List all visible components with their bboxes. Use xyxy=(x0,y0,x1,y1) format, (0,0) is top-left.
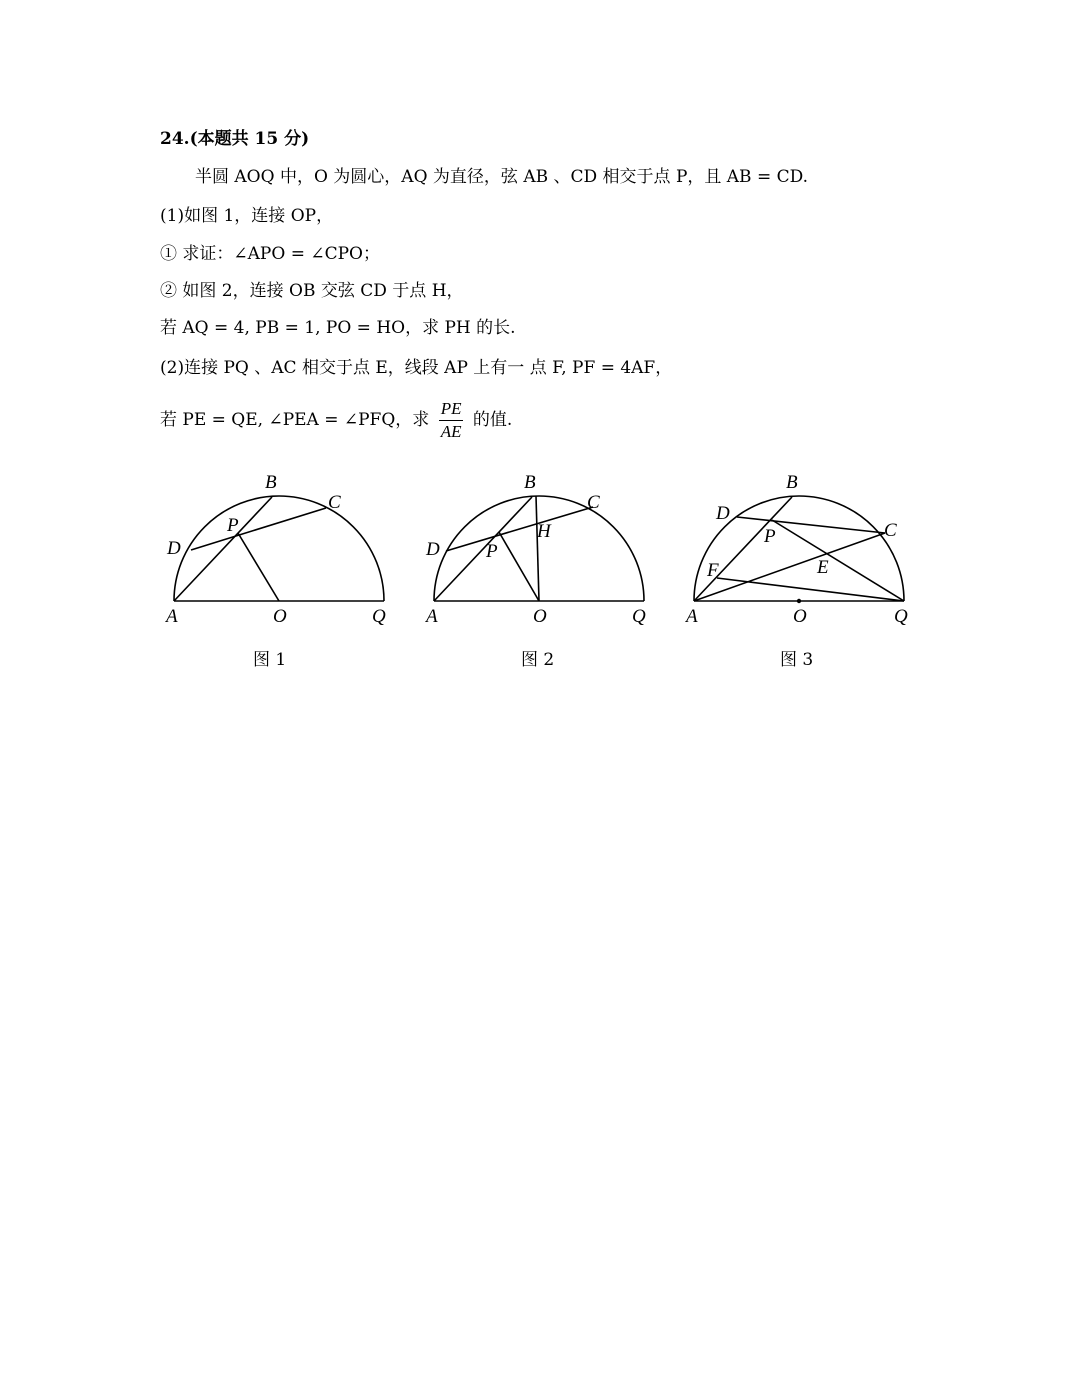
label-F: F xyxy=(707,560,719,581)
problem-title: 24.(本题共 15 分) xyxy=(160,129,310,149)
figure-3-caption: 图 3 xyxy=(780,650,814,670)
given3-suffix: 的值. xyxy=(472,410,513,430)
segment-OP xyxy=(238,533,279,601)
label-E: E xyxy=(817,557,829,578)
given3-line xyxy=(160,398,512,443)
fraction-denominator: AE xyxy=(440,422,462,441)
label-A: A xyxy=(166,606,178,627)
label-H: H xyxy=(537,521,551,542)
item1-text: ① 求证：∠APO = ∠CPO； xyxy=(160,244,380,264)
segment-OP xyxy=(499,532,539,601)
label-D: D xyxy=(426,539,440,560)
chord-CD xyxy=(737,517,885,533)
segment-OB xyxy=(536,496,539,601)
figure-3-diagram xyxy=(680,465,920,635)
label-A: A xyxy=(426,606,438,627)
item2-text: ② 如图 2，连接 OB 交弦 CD 于点 H， xyxy=(160,281,464,301)
chord-CD xyxy=(191,508,326,550)
figure-2-diagram xyxy=(420,465,660,635)
label-P: P xyxy=(227,515,239,536)
label-B: B xyxy=(265,472,277,493)
label-Q: Q xyxy=(894,606,908,627)
center-dot xyxy=(797,599,801,603)
given3-prefix: 若 PE = QE, ∠PEA = ∠PFQ，求 xyxy=(160,410,430,430)
part2-text: (2)连接 PQ 、AC 相交于点 E，线段 AP 上有一 点 F, PF = 4AF， xyxy=(160,358,673,378)
label-C: C xyxy=(587,492,600,513)
label-O: O xyxy=(273,606,287,627)
label-O: O xyxy=(533,606,547,627)
label-D: D xyxy=(167,538,181,559)
fraction-numerator: PE xyxy=(439,398,464,421)
label-A: A xyxy=(686,606,698,627)
label-Q: Q xyxy=(372,606,386,627)
segment-AC xyxy=(694,533,885,601)
figure-1-caption: 图 1 xyxy=(253,650,287,670)
semicircle-arc xyxy=(174,496,384,601)
label-P: P xyxy=(486,541,498,562)
label-P: P xyxy=(764,526,776,547)
label-O: O xyxy=(793,606,807,627)
part1-text: (1)如图 1，连接 OP， xyxy=(160,206,334,226)
label-C: C xyxy=(884,520,897,541)
segment-FQ xyxy=(717,578,904,601)
label-B: B xyxy=(524,472,536,493)
label-C: C xyxy=(328,492,341,513)
problem-intro: 半圆 AOQ 中，O 为圆心，AQ 为直径，弦 AB 、CD 相交于点 P，且 AB = CD. xyxy=(195,167,809,187)
label-B: B xyxy=(786,472,798,493)
label-Q: Q xyxy=(632,606,646,627)
fraction xyxy=(439,398,464,443)
figure-2-caption: 图 2 xyxy=(521,650,555,670)
chord-CD xyxy=(446,507,593,551)
label-D: D xyxy=(716,503,730,524)
figure-1-diagram xyxy=(160,465,400,635)
given2-text: 若 AQ = 4, PB = 1, PO = HO，求 PH 的长. xyxy=(160,318,516,338)
